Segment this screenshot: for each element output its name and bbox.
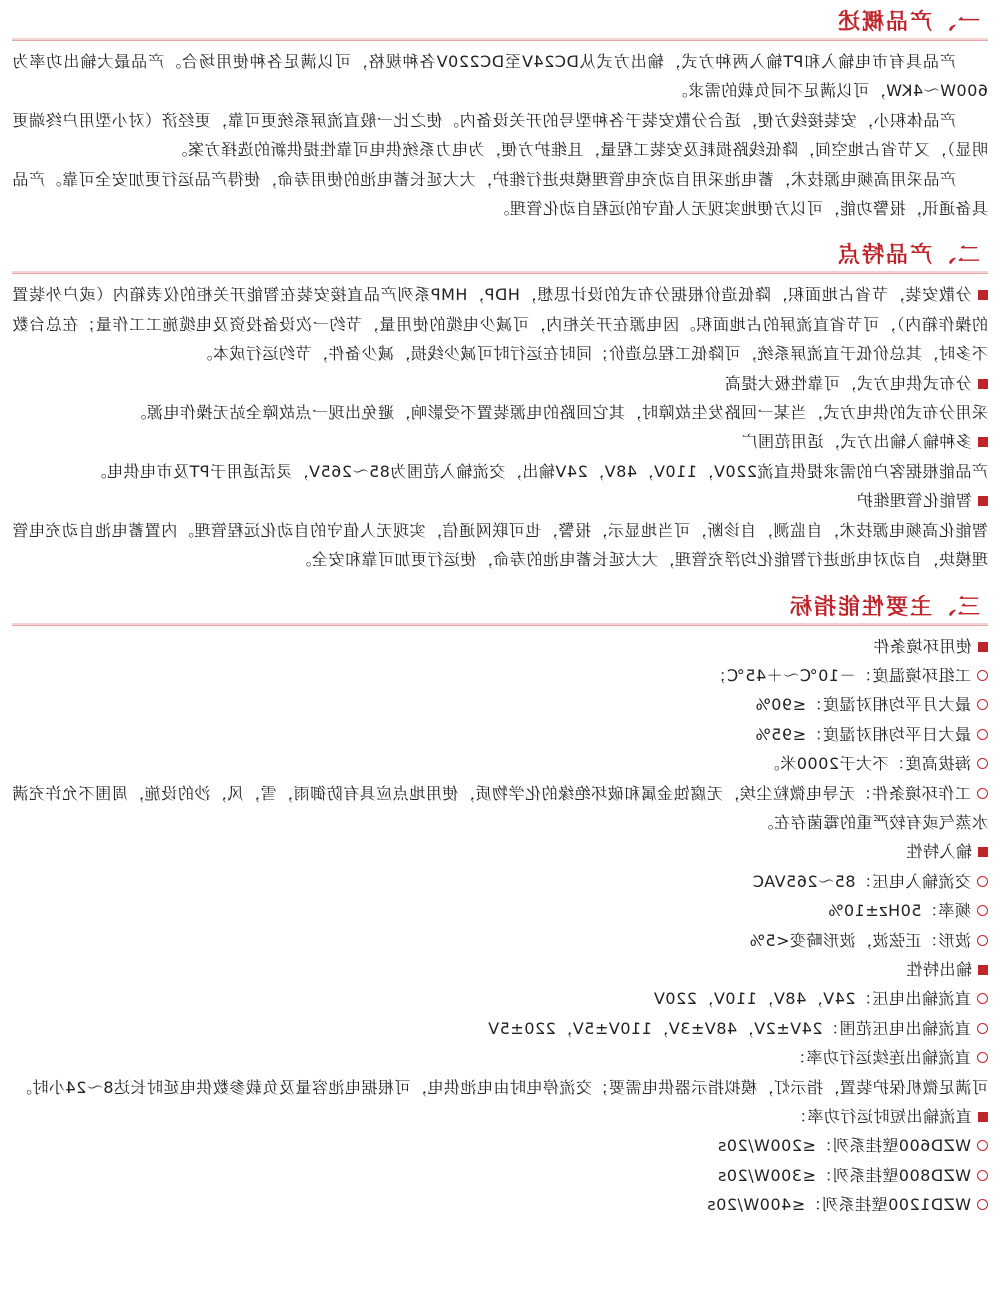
section-header — [12, 589, 988, 626]
spec-group-heading — [12, 632, 988, 661]
section-title: 三、主要性能指标 — [787, 594, 980, 620]
paragraph: 产品采用高频电源技术，蓄电池采用自动充电管理模块进行维护，大大延长蓄电池的使用寿命，使得产品运行更加安全可靠。产品具备通讯，报警功能，可以方便地实现无人值守的远程自动化管理。 — [12, 169, 988, 219]
circle-bullet-icon — [977, 788, 988, 799]
feature-heading-text: 分布式供电方式，可靠性极大提高 — [724, 373, 972, 393]
section-title: 二、产品特点 — [835, 243, 980, 269]
spec-item-text: 最大月平均相对湿度：≤90% — [755, 695, 971, 715]
section-header — [12, 4, 988, 41]
paragraph: 产品体积小，安装接线方便，适合分散安装于各种型号的开关设备内。使之比一般直流屏系统更可靠，更经济（对小型用户终端更明显），又节省占地空间，降低线路损耗及安装工程量，且维护方便，为电力系统供电可靠性提供新的选择方案。 — [12, 110, 988, 160]
paragraph: 产品具有市电输入和PT输入两种方式，输出方式从DC24V至DC220V各种规格，可以满足各种使用场合。产品最大输出功率为600W～4KW，可以满足不同负载的需求。 — [12, 52, 988, 101]
circle-bullet-icon — [977, 729, 988, 740]
circle-bullet-icon — [977, 876, 988, 887]
feature-heading — [12, 427, 988, 456]
square-bullet-icon — [978, 1112, 988, 1122]
spec-item-text: 直流输出连续运行功率： — [789, 1048, 971, 1068]
section-title: 一、产品概述 — [835, 10, 980, 35]
circle-bullet-icon — [977, 935, 988, 946]
spec-group-heading — [12, 955, 988, 984]
header-underline — [12, 271, 988, 273]
spec-item-text: WZD1200壁挂系列：≤400W/20s — [706, 1195, 971, 1215]
square-bullet-icon — [978, 290, 988, 300]
spec-item — [12, 1161, 988, 1190]
spec-item-text: WZD600壁挂系列：≤200W/20s — [717, 1136, 971, 1156]
spec-group-title: 输入特性 — [905, 842, 972, 862]
section-specs — [0, 589, 1000, 1220]
circle-bullet-icon — [977, 1023, 988, 1034]
spec-item-text: 最大日平均相对湿度：≤95% — [755, 724, 971, 744]
section-overview — [0, 4, 1000, 223]
feature-heading — [12, 369, 988, 398]
circle-bullet-icon — [977, 670, 988, 681]
spec-item-text: 交流输入电压：85～265VAC — [752, 871, 971, 891]
spec-item — [12, 749, 988, 778]
square-bullet-icon — [978, 496, 988, 506]
circle-bullet-icon — [977, 905, 988, 916]
spec-item — [12, 926, 988, 955]
circle-bullet-icon — [977, 1170, 988, 1181]
spec-item — [12, 690, 988, 719]
feature-heading-text: 多种输入输出方式，适用范围广 — [740, 432, 972, 452]
square-bullet-icon — [978, 965, 988, 975]
spec-group-title: 输出特性 — [905, 959, 972, 979]
spec-item — [12, 984, 988, 1013]
spec-item — [12, 720, 988, 749]
feature-item — [12, 280, 988, 368]
feature-body: 采用分布式的供电方式，当某一回路发生故障时，其它回路的电源装置不受影响，避免出现一点故障全站无操作电源。 — [129, 403, 988, 423]
circle-bullet-icon — [977, 1199, 988, 1210]
spec-group-title: 直流输出短时运行功率： — [790, 1107, 972, 1126]
spec-group-heading — [12, 1102, 988, 1131]
feature-body: 产品能根据客户的需求提供直流220V，110V，48V，24V输出，交流输入范围为85～265V，灵活适用于PT及市电供电。 — [90, 461, 988, 481]
section-features — [0, 237, 1000, 574]
spec-item — [12, 661, 988, 690]
spec-item-text: 直流输出电压：24V，48V，110V，220V — [653, 989, 971, 1009]
spec-item — [12, 1043, 988, 1072]
square-bullet-icon — [978, 642, 988, 652]
spec-item-text: 海拔高度：不大于2000米。 — [763, 754, 971, 774]
circle-bullet-icon — [977, 1140, 988, 1151]
circle-bullet-icon — [977, 758, 988, 769]
spec-item — [12, 1131, 988, 1160]
header-underline — [12, 623, 988, 625]
header-underline — [12, 38, 988, 40]
spec-item-text: 直流输出电压范围：24V±2V，48V±3V，110V±5V，220±5V — [487, 1018, 971, 1038]
spec-item — [12, 779, 988, 838]
spec-item-text: 工组环境温度：－10℃～＋45℃； — [709, 665, 971, 685]
spec-item — [12, 1014, 988, 1043]
feature-heading-text: 智能化管理维护 — [856, 491, 972, 511]
spec-item-text: 波形：正弦波，波形畸变<5% — [749, 930, 971, 950]
square-bullet-icon — [978, 437, 988, 447]
circle-bullet-icon — [977, 993, 988, 1004]
spec-item-text: 频率：50Hz±10% — [827, 901, 971, 921]
feature-heading — [12, 486, 988, 515]
spec-item — [12, 896, 988, 925]
spec-item-text: 工作环境条件：无导电微粒尘埃，无腐蚀金属和破坏绝缘的化学物质，使用地点应具有防御雨，雪，风，沙的设施，周围不允许充满水蒸气或有较严重的霉菌存在。 — [12, 783, 988, 832]
spec-note: 可满足微机保护装置，指示灯，模拟指示器供电需要；交流停电时由电池供电，可根据电池容量及负载参数供电延时长达8～24小时。 — [15, 1077, 988, 1097]
feature-text: 分散安装，节省占地面积，降低造价根据分布式的设计思想，HDP，HMP系列产品直接安装在智能开关柜的仪表箱内（或户外装置的操作箱内），可节省直流屏的占地面积。因电源在开关柜内，可减少电缆的使用量，节约一次设备投资及电缆施工工作量；在总台数不多时，其总价低于直流屏系统，可降低工程总造价；同时在运行时可减少线损，减少备件，节约运行成本。 — [12, 285, 988, 364]
section-header — [12, 237, 988, 274]
circle-bullet-icon — [977, 699, 988, 710]
spec-group-title: 使用环境条件 — [872, 636, 972, 656]
circle-bullet-icon — [977, 1052, 988, 1063]
square-bullet-icon — [978, 379, 988, 389]
spec-item-text: WZD800壁挂系列：≤300W/20s — [717, 1165, 971, 1185]
square-bullet-icon — [978, 847, 988, 857]
spec-item — [12, 867, 988, 896]
spec-item — [12, 1190, 988, 1219]
spec-group-heading — [12, 837, 988, 866]
feature-body: 智能化高频电源技术，自监测，自诊断，可当地显示，报警，也可联网通信，实现无人值守的自动化远程管理。内置蓄电池自动充电管理模块，自动对电池进行智能化均浮充管理，大大延长蓄电池的寿命，使运行更加可靠和安全。 — [12, 520, 988, 570]
